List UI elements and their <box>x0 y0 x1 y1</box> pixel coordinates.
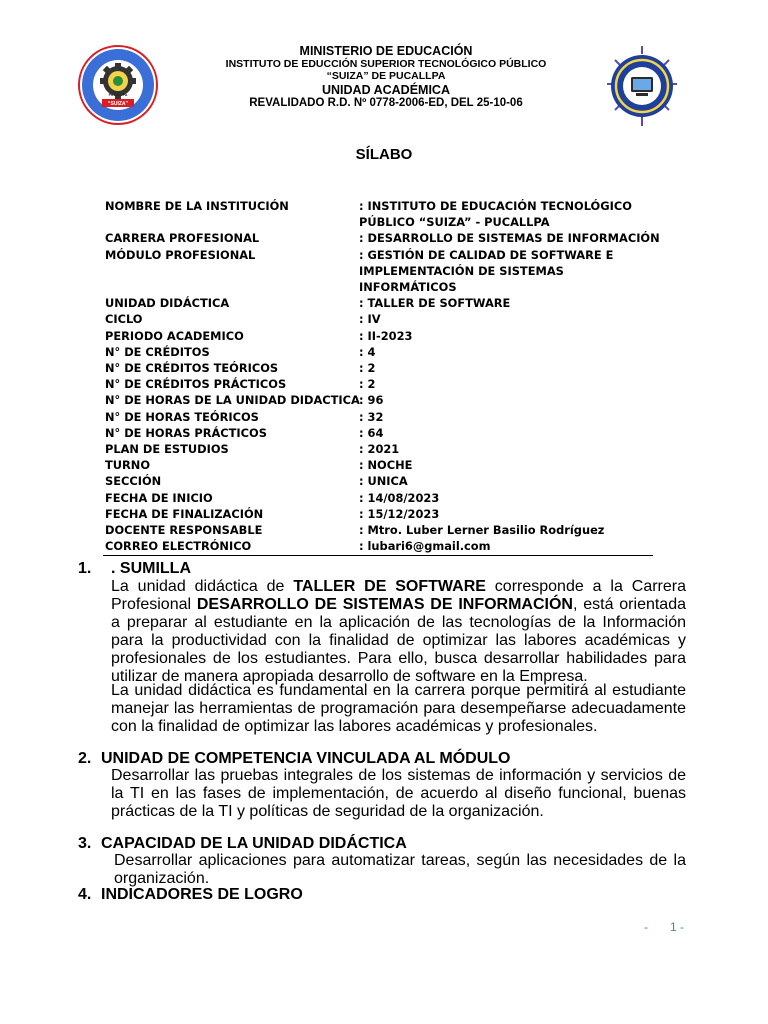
info-value: : GESTIÓN DE CALIDAD DE SOFTWARE E IMPLEMENTACIÓN DE SISTEMAS INFORMÁTICOS <box>359 247 614 295</box>
info-row <box>105 457 665 473</box>
sumilla-paragraph-1: La unidad didáctica de TALLER DE SOFTWARE corresponde a la Carrera Profesional DESARROLLO DE SISTEMAS DE INFORMACIÓN, está orientada a preparar al estudiante en la aplicación de las tecnologías de la Información para la productividad con la finalidad de optimizar las labores académicas y profesionales de los estudiantes. Para ello, busca desarrollar habilidades para utilizar de manera apropiada desarrollo de software en la Empresa. <box>111 578 686 685</box>
info-row <box>105 247 665 296</box>
section-title: INDICADORES DE LOGRO <box>101 886 303 903</box>
page-number: 1 - <box>669 920 684 934</box>
section-sumilla-heading <box>78 560 191 578</box>
info-label: CORREO ELECTRÓNICO <box>105 539 252 554</box>
info-row <box>105 295 665 311</box>
section-indicadores-heading <box>78 886 303 904</box>
logo-left-text: “SUIZA” <box>108 101 128 107</box>
academic-unit: UNIDAD ACADÉMICA <box>321 82 450 97</box>
capacidad-paragraph: Desarrollar aplicaciones para automatizar tareas, según las necesidades de la organización. <box>114 852 686 887</box>
info-value: : 2 <box>359 377 376 392</box>
info-value: : 96 <box>359 393 384 408</box>
info-value: : lubari6@gmail.com <box>359 539 491 554</box>
info-label: DOCENTE RESPONSABLE <box>105 523 263 538</box>
info-value: : 2021 <box>359 442 400 457</box>
info-value: : 32 <box>359 409 384 424</box>
section-number: 2. <box>78 750 92 767</box>
institute-logo-left <box>78 45 158 125</box>
info-label: CICLO <box>105 312 143 327</box>
info-value: : 15/12/2023 <box>359 506 440 521</box>
info-label: N° DE HORAS DE LA UNIDAD DIDACTICA <box>105 393 360 408</box>
info-row <box>105 538 665 554</box>
info-row <box>105 522 665 538</box>
section-capacidad-heading <box>78 835 407 853</box>
document-header <box>200 44 572 110</box>
program-logo-right <box>603 44 681 130</box>
info-label: MÓDULO PROFESIONAL <box>105 247 256 262</box>
footer-dash: - <box>643 920 648 934</box>
ministry-name: MINISTERIO DE EDUCACIÓN <box>299 44 473 58</box>
section-title: . SUMILLA <box>111 560 191 577</box>
info-row <box>105 198 665 230</box>
info-row <box>105 360 665 376</box>
info-row <box>105 506 665 522</box>
info-label: NOMBRE DE LA INSTITUCIÓN <box>105 199 289 213</box>
section-competencia-heading <box>78 750 510 768</box>
info-row <box>105 473 665 489</box>
logo-left-label: PUCALLPA <box>108 93 128 97</box>
info-value: : IV <box>359 312 381 327</box>
info-label: N° DE CRÉDITOS <box>105 344 210 359</box>
info-label: PLAN DE ESTUDIOS <box>105 442 229 457</box>
revalidation-note: REVALIDADO R.D. Nº 0778-2006-ED, DEL 25-10-06 <box>249 96 523 109</box>
info-value: : 64 <box>359 425 384 440</box>
institute-location: “SUIZA” DE PUCALLPA <box>326 70 446 83</box>
info-label: FECHA DE INICIO <box>105 490 213 505</box>
section-number: 1. <box>78 560 92 577</box>
info-label: UNIDAD DIDÁCTICA <box>105 296 230 311</box>
info-value: : TALLER DE SOFTWARE <box>359 296 511 311</box>
section-title: CAPACIDAD DE LA UNIDAD DIDÁCTICA <box>101 835 407 852</box>
general-info-table <box>105 198 665 554</box>
info-value: : Mtro. Luber Lerner Basilio Rodríguez <box>359 523 605 538</box>
info-value: : II-2023 <box>359 328 413 343</box>
info-label: PERIODO ACADEMICO <box>105 328 244 343</box>
info-row <box>105 376 665 392</box>
info-row <box>105 328 665 344</box>
info-label: N° DE CRÉDITOS TEÓRICOS <box>105 361 279 376</box>
info-value: : 4 <box>359 344 376 359</box>
section-number: 3. <box>78 835 92 852</box>
info-value: : UNICA <box>359 474 408 489</box>
info-row <box>105 490 665 506</box>
info-value: : DESARROLLO DE SISTEMAS DE INFORMACIÓN <box>359 231 660 246</box>
section-title: UNIDAD DE COMPETENCIA VINCULADA AL MÓDULO <box>101 750 511 767</box>
info-label: N° DE HORAS PRÁCTICOS <box>105 425 267 440</box>
section-number: 4. <box>78 886 92 903</box>
info-label: SECCIÓN <box>105 474 162 489</box>
info-row <box>105 311 665 327</box>
sumilla-paragraph-2: La unidad didáctica es fundamental en la carrera porque permitirá al estudiante manejar las herramientas de programación para desempeñarse adecuadamente con la finalidad de optimizar las labores académicas y profesionales. <box>111 682 686 735</box>
page-footer <box>644 920 684 934</box>
info-label: N° DE CRÉDITOS PRÁCTICOS <box>105 377 287 392</box>
info-value: : INSTITUTO DE EDUCACIÓN TECNOLÓGICO PÚBLICO “SUIZA” - PUCALLPA <box>359 199 632 230</box>
info-row <box>105 425 665 441</box>
info-row <box>105 344 665 360</box>
info-value: : NOCHE <box>359 458 413 473</box>
info-row <box>105 392 665 408</box>
info-value: : 2 <box>359 361 376 376</box>
info-value: : 14/08/2023 <box>359 490 440 505</box>
competencia-paragraph: Desarrollar las pruebas integrales de los sistemas de información y servicios de la TI en las fases de implementación, de acuerdo al diseño funcional, buenas prácticas de la TI y políticas de seguridad de la organización. <box>111 767 686 820</box>
info-label: FECHA DE FINALIZACIÓN <box>105 506 264 521</box>
info-row <box>105 441 665 457</box>
section-divider <box>103 555 653 556</box>
info-label: N° DE HORAS TEÓRICOS <box>105 409 259 424</box>
document-title: SÍLABO <box>355 146 413 163</box>
institute-name: INSTITUTO DE EDUCCIÓN SUPERIOR TECNOLÓGICO PÚBLICO <box>225 58 547 71</box>
info-label: TURNO <box>105 458 151 473</box>
info-row <box>105 230 665 246</box>
info-label: CARRERA PROFESIONAL <box>105 231 260 246</box>
info-row <box>105 409 665 425</box>
